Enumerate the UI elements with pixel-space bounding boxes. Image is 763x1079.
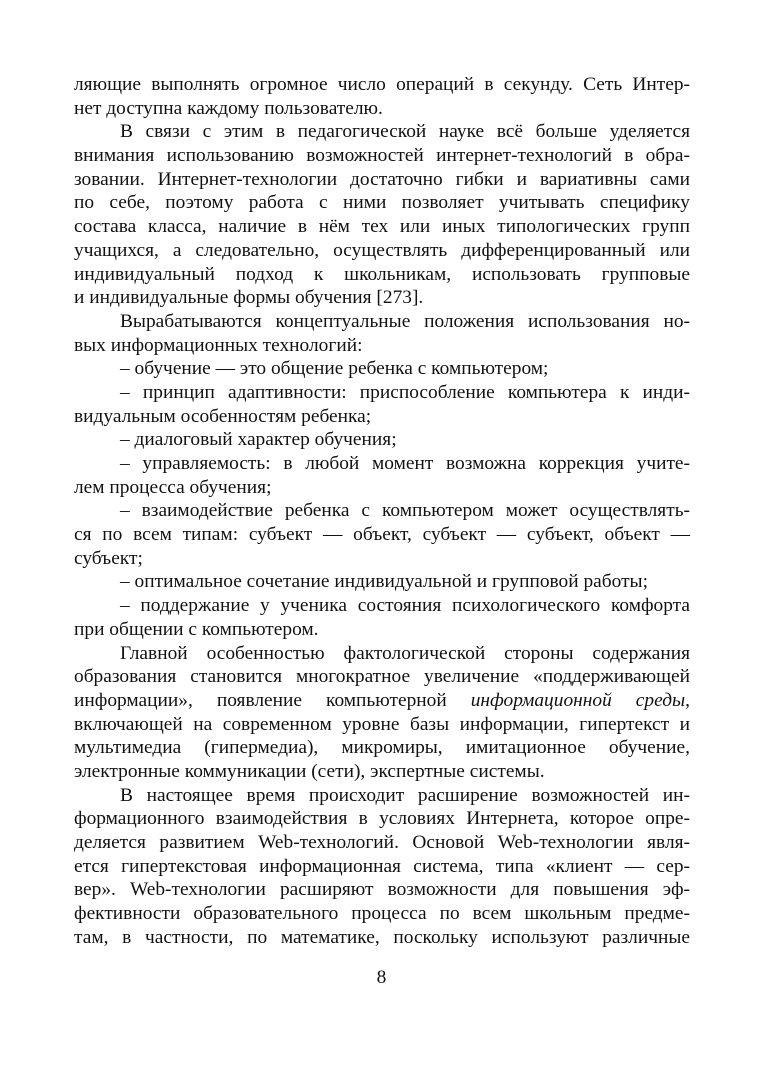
text-line: ется гипертекстовая информационная система, типа «клиент — сер-: [74, 855, 690, 877]
list-item: – управляемость: в любой момент возможна коррекция учите-: [120, 453, 690, 474]
text-line: мультимедиа (гипермедиа), микромиры, имитационное обучение,: [74, 737, 690, 759]
list-item: – взаимодействие ребенка с компьютером может осуществлять-: [120, 500, 690, 522]
text-line: субъект;: [74, 547, 143, 569]
text-line: образования становится многократное увеличение «поддерживающей: [74, 666, 690, 688]
text-line: деляется развитием Web-технологий. Основой Web-технологии явля-: [74, 832, 690, 853]
text-line: учащихся, а следовательно, осуществлять дифференцированный или: [74, 239, 690, 261]
list-item: – обучение — это общение ребенка с компьютером;: [120, 358, 549, 380]
text-line: фективности образовательного процесса по всем школьным предме-: [74, 903, 690, 925]
text-line: по себе, поэтому работа с ними позволяет учитывать специфику: [74, 192, 690, 214]
text-line: включающей на современном уровне базы информации, гипертекст и: [74, 713, 690, 735]
text-line: состава класса, наличие в нём тех или иных типологических групп: [74, 216, 690, 238]
text-line: вых информационных технологий:: [74, 334, 363, 356]
italic-term: информационной среды: [470, 689, 686, 711]
text-line: видуальным особенностям ребенка;: [74, 405, 372, 427]
text-segment: информации», появление компьютерной: [74, 689, 471, 711]
paragraph-first-line: Вырабатываются концептуальные положения использования но-: [120, 310, 690, 332]
text-line: [74, 689, 690, 713]
list-item: – оптимальное сочетание индивидуальной и групповой работы;: [120, 571, 648, 593]
text-line: формационного взаимодействия в условиях Интернета, которое опре-: [74, 808, 690, 830]
list-item: – поддержание у ученика состояния психологического комфорта: [120, 595, 690, 617]
text-segment: ,: [685, 689, 691, 711]
paragraph-first-line: Главной особенностью фактологической стороны содержания: [120, 642, 690, 664]
body-text: [74, 73, 690, 949]
text-line: внимания использованию возможностей интернет-технологий в обра-: [74, 145, 690, 167]
text-line: электронные коммуникации (сети), экспертные системы.: [74, 760, 545, 782]
text-line: нет доступна каждому пользователю.: [74, 97, 383, 119]
text-line: и индивидуальные формы обучения [273].: [74, 287, 424, 309]
text-line: при общении с компьютером.: [74, 618, 319, 640]
text-line: там, в частности, по математике, поскольку используют различные: [74, 926, 690, 948]
page-number: 8: [376, 967, 387, 988]
paragraph-first-line: В связи с этим в педагогической науке всё больше уделяется: [120, 121, 690, 143]
text-line: ляющие выполнять огромное число операций в секунду. Сеть Интер-: [74, 74, 690, 95]
list-item: – диалоговый характер обучения;: [120, 429, 397, 451]
list-item: – принцип адаптивности: приспособление компьютера к инди-: [120, 381, 690, 403]
text-line: зовании. Интернет-технологии достаточно гибки и вариативны сами: [74, 168, 690, 190]
text-line: вер». Web-технологии расширяют возможности для повышения эф-: [74, 879, 690, 901]
text-line: ся по всем типам: субъект — объект, субъект — субъект, объект —: [74, 524, 690, 546]
text-line: лем процесса обучения;: [74, 476, 272, 498]
paragraph-first-line: В настоящее время происходит расширение возможностей ин-: [120, 784, 690, 806]
text-line: индивидуальный подход к школьникам, использовать групповые: [74, 263, 690, 285]
